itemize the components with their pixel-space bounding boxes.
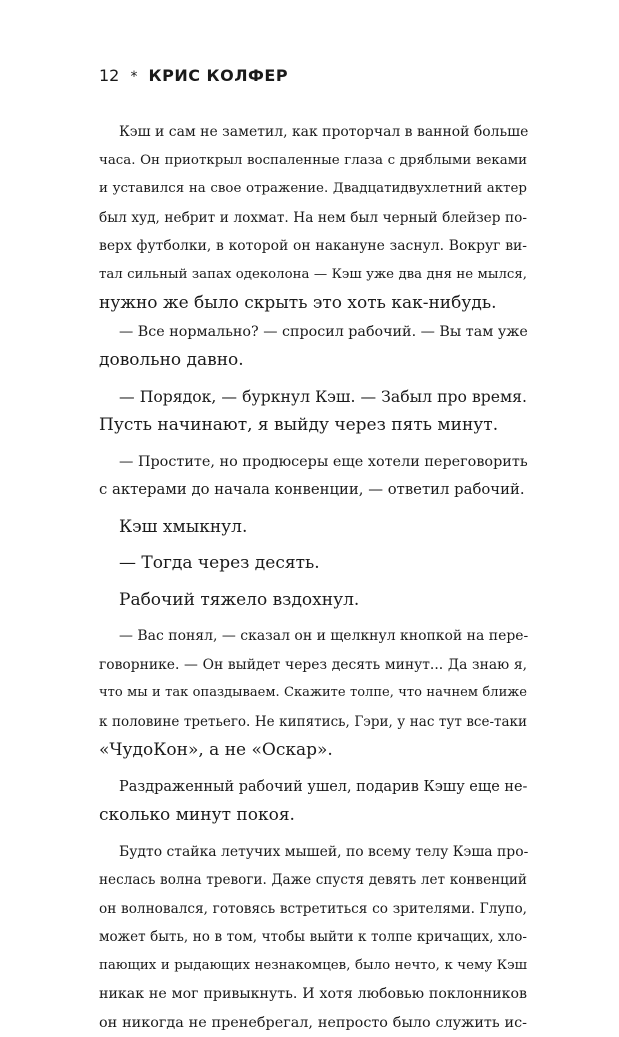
text-line: — Порядок, — буркнул Кэш. — Забыл про время. bbox=[99, 383, 527, 412]
text-line: часа. Он приоткрыл воспаленные глаза с дряблыми веками bbox=[99, 147, 527, 176]
text-line: говорнике. — Он выйдет через десять минут... Да знаю я, bbox=[99, 651, 527, 680]
text-line: Кэш и сам не заметил, как проторчал в ванной больше bbox=[99, 118, 527, 147]
text-line: сколько минут покоя. bbox=[99, 801, 527, 830]
text-line: Кэш хмыкнул. bbox=[99, 513, 527, 542]
author-name: КРИС КОЛФЕР bbox=[149, 66, 289, 85]
text-line: был худ, небрит и лохмат. На нем был черный блейзер по- bbox=[99, 204, 527, 233]
text-line: Пусть начинают, я выйду через пять минут. bbox=[99, 411, 527, 440]
text-line: верх футболки, в которой он накануне заснул. Вокруг ви- bbox=[99, 232, 527, 261]
text-line: тал сильный запах одеколона — Кэш уже два дня не мылся, bbox=[99, 261, 527, 290]
text-line: неслась волна тревоги. Даже спустя девять лет конвенций bbox=[99, 866, 527, 895]
text-line: Будто стайка летучих мышей, по всему телу Кэша про- bbox=[99, 838, 527, 867]
text-line: к половине третьего. Не кипятись, Гэри, у нас тут все-таки bbox=[99, 708, 527, 737]
header-separator-icon: * bbox=[130, 69, 137, 85]
text-line: никак не мог привыкнуть. И хотя любовью поклонников bbox=[99, 980, 527, 1009]
text-line: — Вас понял, — сказал он и щелкнул кнопкой на пере- bbox=[99, 622, 527, 651]
text-line: он волновался, готовясь встретиться со зрителями. Глупо, bbox=[99, 895, 527, 924]
page-number: 12 bbox=[99, 66, 119, 85]
text-line: что мы и так опаздываем. Скажите толпе, что начнем ближе bbox=[99, 679, 527, 708]
running-header bbox=[99, 66, 288, 87]
text-line: может быть, но в том, чтобы выйти к толпе кричащих, хло- bbox=[99, 923, 527, 952]
text-line: пающих и рыдающих незнакомцев, было нечто, к чему Кэш bbox=[99, 952, 527, 981]
text-line: «ЧудоКон», а не «Оскар». bbox=[99, 736, 527, 765]
text-line: довольно давно. bbox=[99, 346, 527, 375]
text-line: Рабочий тяжело вздохнул. bbox=[99, 586, 527, 615]
text-line: — Все нормально? — спросил рабочий. — Вы там уже bbox=[99, 318, 527, 347]
text-line: нужно же было скрыть это хоть как-нибудь. bbox=[99, 289, 527, 318]
text-line: Раздраженный рабочий ушел, подарив Кэшу еще не- bbox=[99, 773, 527, 802]
text-line: — Простите, но продюсеры еще хотели переговорить bbox=[99, 448, 527, 477]
text-line: он никогда не пренебрегал, непросто было служить ис- bbox=[99, 1009, 527, 1037]
text-line: и уставился на свое отражение. Двадцатидвухлетний актер bbox=[99, 175, 527, 204]
text-line: с актерами до начала конвенции, — ответил рабочий. bbox=[99, 476, 527, 505]
text-line: — Тогда через десять. bbox=[99, 549, 527, 578]
body-text bbox=[99, 118, 527, 1037]
